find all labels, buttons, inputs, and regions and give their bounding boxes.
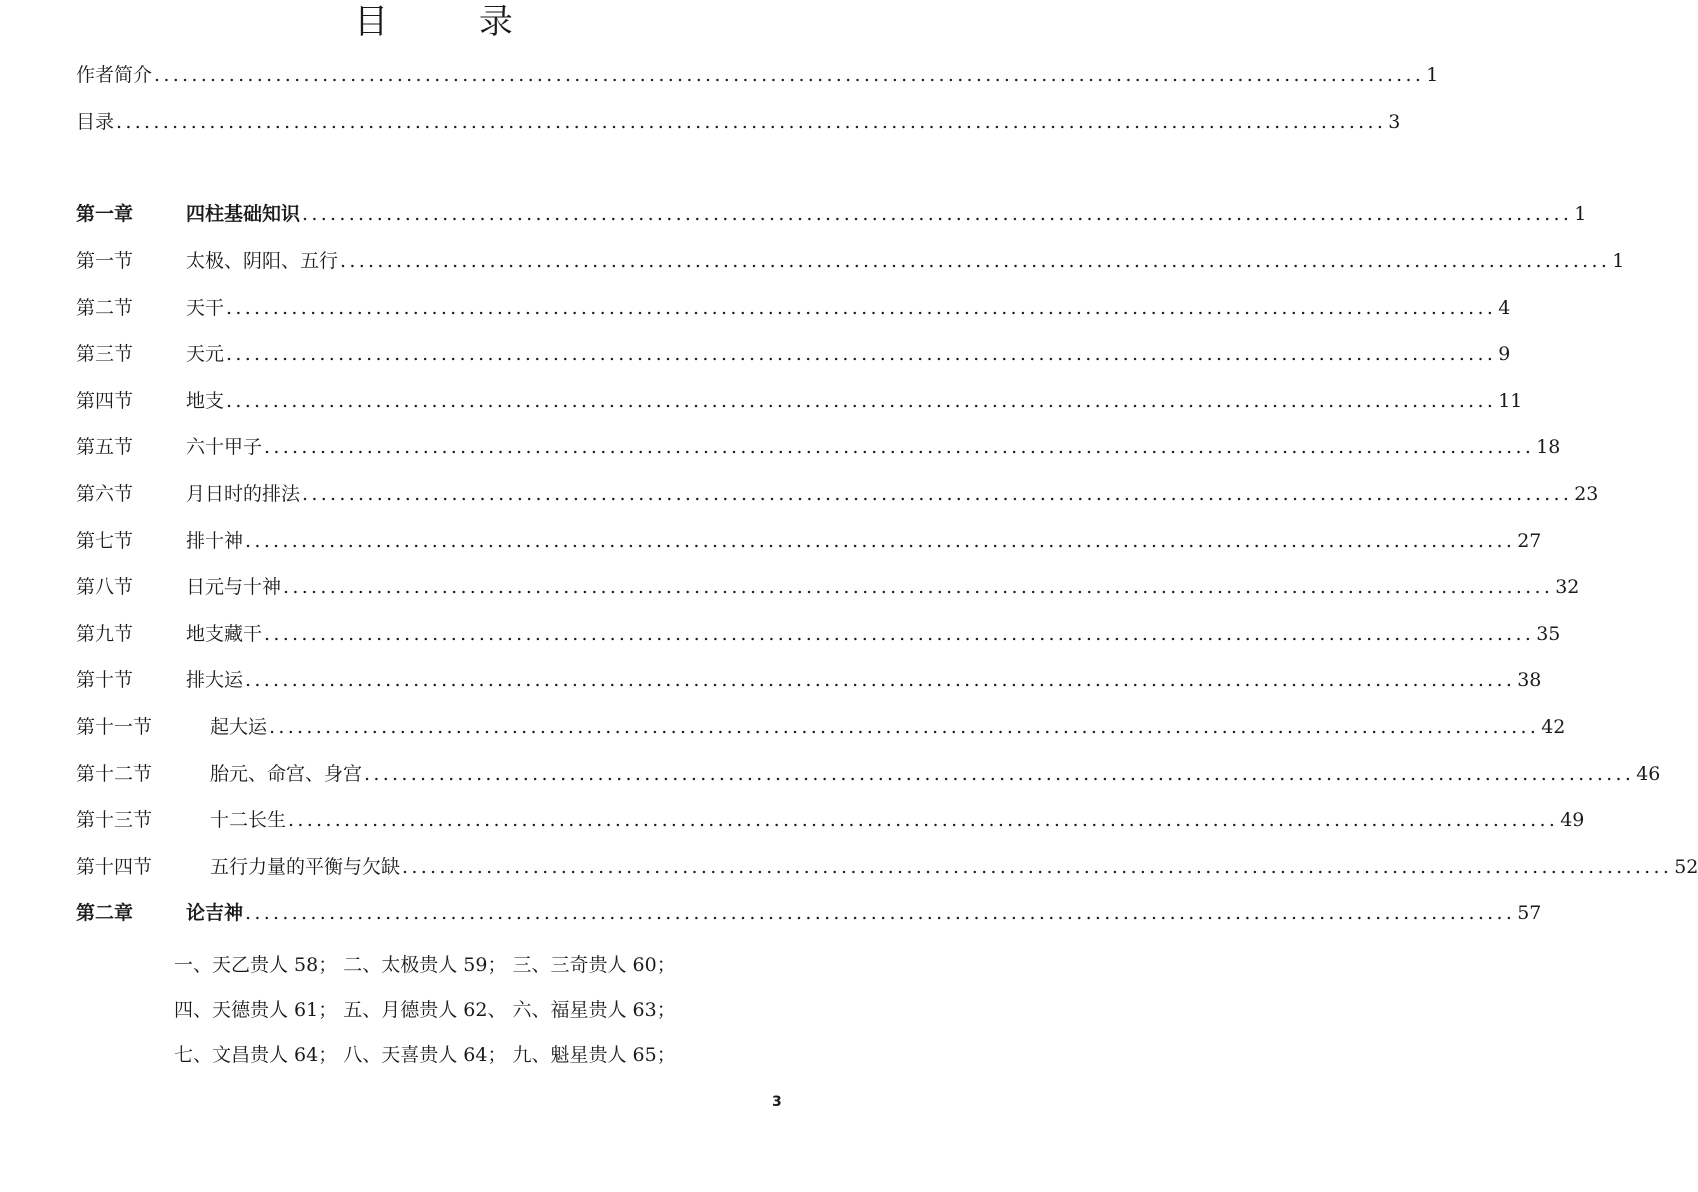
- chapter-page: 1: [1574, 203, 1587, 225]
- toc-section-entry[interactable]: [76, 432, 1561, 462]
- chapter-label: 第一章: [76, 203, 134, 225]
- toc-entry-author-intro[interactable]: [76, 60, 1439, 90]
- section-page: 42: [1541, 716, 1566, 738]
- toc-chapter-2[interactable]: [76, 898, 1542, 928]
- section-page: 23: [1574, 483, 1599, 505]
- toc-section-entry[interactable]: [76, 619, 1561, 649]
- section-page: 32: [1555, 576, 1580, 598]
- section-title: 五行力量的平衡与欠缺: [210, 856, 401, 878]
- section-title: 天元: [186, 343, 225, 365]
- section-label: 第十二节: [76, 763, 153, 785]
- dot-leader: ........................................................................................................................................: [264, 436, 1535, 458]
- section-title: 排大运: [186, 669, 244, 691]
- dot-leader: ........................................................................................................................................: [283, 576, 1554, 598]
- section-label: 第五节: [76, 436, 134, 458]
- dot-leader: ........................................................................................................................................: [269, 716, 1540, 738]
- toc-section-entry[interactable]: [76, 572, 1580, 602]
- dot-leader: ........................................................................................................................................: [245, 530, 1516, 552]
- section-title: 胎元、命宫、身宫: [210, 763, 363, 785]
- section-title: 六十甲子: [186, 436, 263, 458]
- toc-section-entry[interactable]: [76, 759, 1661, 789]
- section-label: 第七节: [76, 530, 134, 552]
- dot-leader: ........................................................................................................................................: [116, 111, 1387, 133]
- toc-section-entry[interactable]: [76, 293, 1511, 323]
- section-title: 太极、阴阳、五行: [186, 250, 339, 272]
- chapter-label: 第二章: [76, 902, 134, 924]
- section-page: 1: [1612, 250, 1625, 272]
- section-label: 第十三节: [76, 809, 153, 831]
- toc-section-entry[interactable]: [76, 339, 1511, 369]
- section-label: 第六节: [76, 483, 134, 505]
- section-page: 18: [1536, 436, 1561, 458]
- dot-leader: ........................................................................................................................................: [154, 64, 1425, 86]
- page-number: 3: [772, 1094, 782, 1110]
- section-label: 第十一节: [76, 716, 153, 738]
- section-label: 第四节: [76, 390, 134, 412]
- section-label: 第十节: [76, 669, 134, 691]
- toc-section-entry[interactable]: [76, 526, 1542, 556]
- section-page: 11: [1498, 390, 1523, 412]
- section-label: 第十四节: [76, 856, 153, 878]
- section-page: 9: [1498, 343, 1511, 365]
- section-page: 52: [1674, 856, 1698, 878]
- section-page: 4: [1498, 297, 1511, 319]
- toc-section-entry[interactable]: [76, 386, 1523, 416]
- section-title: 排十神: [186, 530, 244, 552]
- section-page: 35: [1536, 623, 1561, 645]
- toc-section-entry[interactable]: [76, 479, 1599, 509]
- entry-page: 1: [1426, 64, 1439, 86]
- section-title: 天干: [186, 297, 225, 319]
- section-title: 起大运: [210, 716, 268, 738]
- dot-leader: ........................................................................................................................................: [226, 297, 1497, 319]
- dot-leader: ........................................................................................................................................: [245, 669, 1516, 691]
- section-label: 第三节: [76, 343, 134, 365]
- dot-leader: ........................................................................................................................................: [364, 763, 1635, 785]
- entry-page: 3: [1388, 111, 1401, 133]
- section-title: 日元与十神: [186, 576, 282, 598]
- toc-section-entry[interactable]: [76, 712, 1566, 742]
- entry-title: 目录: [76, 111, 115, 133]
- section-label: 第九节: [76, 623, 134, 645]
- toc-section-entry[interactable]: [76, 246, 1625, 276]
- dot-leader: ........................................................................................................................................: [340, 250, 1611, 272]
- dot-leader: ........................................................................................................................................: [402, 856, 1673, 878]
- dot-leader: ........................................................................................................................................: [226, 343, 1497, 365]
- sub-item-line: 一、天乙贵人 58； 二、太极贵人 59； 三、三奇贵人 60；: [174, 954, 676, 976]
- toc-section-entry[interactable]: [76, 665, 1542, 695]
- toc-entry-contents[interactable]: [76, 107, 1401, 137]
- page-title: 目 录: [354, 2, 553, 42]
- sub-item-line: 七、文昌贵人 64； 八、天喜贵人 64； 九、魁星贵人 65；: [174, 1044, 676, 1066]
- toc-section-entry[interactable]: [76, 805, 1585, 835]
- dot-leader: ........................................................................................................................................: [302, 483, 1573, 505]
- section-title: 地支藏干: [186, 623, 263, 645]
- section-page: 46: [1636, 763, 1661, 785]
- dot-leader: ........................................................................................................................................: [226, 390, 1497, 412]
- section-page: 27: [1517, 530, 1542, 552]
- section-label: 第一节: [76, 250, 134, 272]
- chapter-page: 57: [1517, 902, 1542, 924]
- entry-title: 作者简介: [76, 64, 153, 86]
- sub-item-line: 四、天德贵人 61； 五、月德贵人 62、 六、福星贵人 63；: [174, 999, 676, 1021]
- section-page: 49: [1560, 809, 1585, 831]
- dot-leader: ........................................................................................................................................: [245, 902, 1516, 924]
- section-label: 第八节: [76, 576, 134, 598]
- section-title: 十二长生: [210, 809, 287, 831]
- section-title: 月日时的排法: [186, 483, 301, 505]
- section-title: 地支: [186, 390, 225, 412]
- dot-leader: ........................................................................................................................................: [264, 623, 1535, 645]
- toc-section-entry[interactable]: [76, 852, 1698, 882]
- dot-leader: ........................................................................................................................................: [288, 809, 1559, 831]
- toc-chapter-1[interactable]: [76, 199, 1587, 229]
- chapter-title: 四柱基础知识: [186, 203, 301, 225]
- dot-leader: ........................................................................................................................................: [302, 203, 1573, 225]
- section-label: 第二节: [76, 297, 134, 319]
- section-page: 38: [1517, 669, 1542, 691]
- chapter-title: 论吉神: [186, 902, 244, 924]
